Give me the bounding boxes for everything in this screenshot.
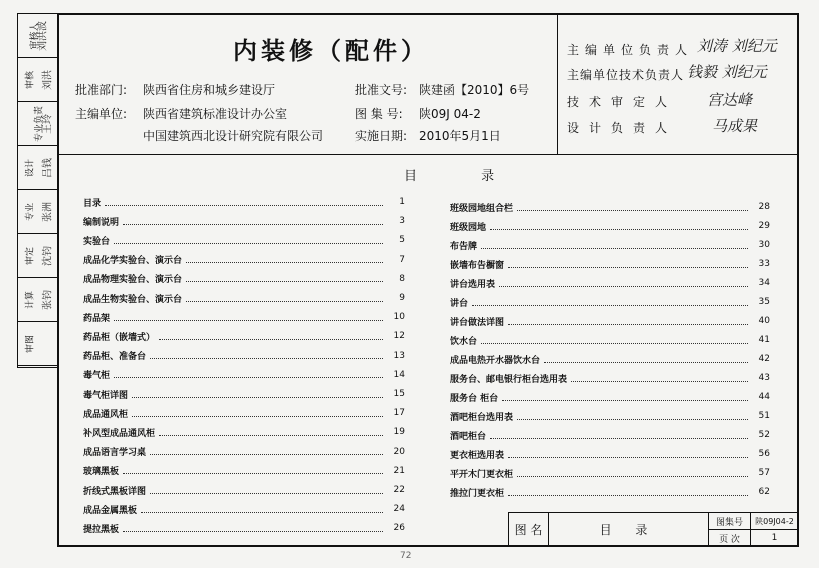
toc-item-page: 17 (393, 408, 405, 419)
toc-item-label: 讲台做法详图 (450, 317, 505, 328)
responsible-signature: 宫达峰 (707, 91, 753, 109)
toc-item[interactable] (83, 388, 405, 400)
strip-signature: 刘洪 (42, 69, 54, 90)
toc-item-page: 26 (393, 523, 405, 534)
toc-item-label: 推拉门更衣柜 (450, 488, 505, 499)
toc-item-page: 42 (758, 354, 770, 364)
toc-item[interactable] (450, 391, 770, 403)
toc-item-page: 40 (758, 316, 770, 326)
toc-leader-dots (517, 210, 748, 211)
chief-unit-2: 中国建筑西北设计研究院有限公司 (143, 129, 324, 143)
toc-item-label: 成品语言学习桌 (83, 448, 147, 459)
tb-page: 1 (771, 533, 778, 543)
toc-item[interactable] (83, 330, 405, 342)
strip-signature: 沈钧 (42, 245, 54, 266)
toc-item-page: 52 (758, 430, 770, 440)
toc-leader-dots (132, 416, 383, 417)
responsible-signature: 刘涛 刘纪元 (697, 37, 777, 55)
toc-leader-dots (481, 343, 748, 344)
toc-item[interactable] (83, 465, 405, 477)
tb-name-label: 图 名 (509, 513, 549, 546)
atlas-no: 陕09J 04-2 (419, 107, 481, 121)
strip-row (18, 234, 58, 278)
toc-item-page: 10 (393, 312, 405, 323)
toc-item-page: 5 (399, 235, 405, 246)
strip-row (18, 146, 58, 190)
strip-row (18, 102, 58, 146)
toc-item-label: 讲台选用表 (450, 279, 496, 290)
toc-item-page: 19 (393, 427, 405, 438)
toc-leader-dots (571, 381, 748, 382)
toc-item-page: 29 (758, 221, 770, 231)
impl-date: 2010年5月1日 (419, 129, 501, 143)
toc-item-page: 8 (399, 273, 405, 284)
chief-unit-label: 主编单位: (75, 107, 128, 121)
toc-item[interactable] (83, 234, 405, 246)
toc-item-label: 成品金属黑板 (83, 505, 138, 516)
toc-item[interactable] (83, 446, 405, 458)
toc-item[interactable] (450, 372, 770, 384)
toc-item[interactable] (450, 239, 770, 251)
toc-item-label: 成品电热开水器饮水台 (450, 355, 541, 366)
toc-item[interactable] (83, 215, 405, 227)
tb-atlas-no: 陕09J04-2 (751, 513, 798, 530)
toc-item-page: 7 (399, 254, 405, 265)
toc-leader-dots (123, 531, 383, 532)
toc-leader-dots (544, 362, 748, 363)
toc-item-page: 14 (393, 369, 405, 380)
toc-item[interactable] (450, 201, 770, 213)
toc-leader-dots (123, 224, 383, 225)
toc-item-label: 提拉黑板 (83, 524, 120, 535)
toc-item-page: 35 (758, 297, 770, 307)
toc-leader-dots (105, 205, 383, 206)
strip-label: 专业 (25, 202, 36, 221)
toc-item-label: 班级园地组合栏 (450, 203, 514, 214)
toc-leader-dots (186, 262, 383, 263)
toc-leader-dots (141, 512, 383, 513)
toc-item-label: 酒吧柜台 (450, 431, 487, 442)
strip-label: 审核 (25, 70, 36, 89)
strip-label: 设计 (25, 158, 36, 177)
toc-title: 目 录 (404, 169, 525, 184)
toc-item[interactable] (83, 484, 405, 496)
toc-item[interactable] (450, 410, 770, 422)
responsible-signature: 钱毅 刘纪元 (687, 63, 767, 81)
toc-leader-dots (186, 281, 383, 282)
toc-leader-dots (114, 243, 383, 244)
toc-item-label: 药品柜（嵌墙式） (83, 332, 156, 343)
toc-item-page: 41 (758, 335, 770, 345)
approval-doc: 陕建函【2010】6号 (419, 83, 530, 97)
toc-leader-dots (481, 248, 748, 249)
toc-leader-dots (517, 419, 748, 420)
responsible-role: 技术审定人 (567, 95, 678, 109)
toc-leader-dots (132, 397, 383, 398)
strip-label: 专业负责 (34, 105, 45, 142)
bottom-mark: 72 (400, 551, 412, 561)
toc-item-page: 62 (758, 487, 770, 497)
toc-item[interactable] (450, 486, 770, 498)
strip-signature: 刘洪波 (37, 20, 49, 51)
strip-signature: 王玲 (42, 113, 54, 134)
toc-item-page: 21 (393, 465, 405, 476)
toc-item[interactable] (83, 254, 405, 266)
strip-label: 审图 (25, 334, 36, 353)
toc-item-page: 57 (758, 468, 770, 478)
toc-leader-dots (150, 358, 383, 359)
strip-signature: 吕钱 (42, 157, 54, 178)
strip-row (18, 322, 58, 366)
page-title: 内装修（配件） (233, 37, 429, 65)
toc-item[interactable] (450, 429, 770, 441)
toc-item[interactable] (83, 426, 405, 438)
toc-item-page: 56 (758, 449, 770, 459)
toc-item[interactable] (83, 369, 405, 381)
toc-item-label: 编制说明 (83, 217, 120, 228)
toc-leader-dots (517, 476, 748, 477)
toc-item[interactable] (83, 503, 405, 515)
toc-leader-dots (159, 339, 383, 340)
toc-item[interactable] (450, 296, 770, 308)
toc-item-page: 43 (758, 373, 770, 383)
toc-item-label: 讲台 (450, 298, 469, 309)
tb-atlas-label: 图集号 (709, 513, 751, 530)
toc-item-label: 实验台 (83, 236, 111, 247)
toc-leader-dots (499, 286, 748, 287)
toc-item-label: 目录 (83, 198, 102, 209)
toc-leader-dots (159, 435, 383, 436)
strip-label: 审定 (25, 246, 36, 265)
toc-item[interactable] (450, 277, 770, 289)
chief-unit-1: 陕西省建筑标准设计办公室 (143, 107, 288, 121)
toc-item[interactable] (450, 448, 770, 460)
toc-item-label: 布告牌 (450, 241, 478, 252)
strip-row (18, 278, 58, 322)
responsible-role: 主编单位技术负责人 (567, 68, 685, 82)
toc-item-label: 平开木门更衣柜 (450, 469, 514, 480)
toc-leader-dots (508, 267, 748, 268)
approval-dept: 陕西省住房和城乡建设厅 (143, 83, 276, 97)
strip-signature: 张钧 (42, 289, 54, 310)
strip-signature: 张洲 (42, 201, 54, 222)
toc-item[interactable] (83, 273, 405, 285)
toc-item-label: 服务台、邮电银行柜台选用表 (450, 374, 568, 385)
toc-item[interactable] (450, 467, 770, 479)
toc-item-page: 34 (758, 278, 770, 288)
tb-page-label: 页 次 (709, 530, 751, 546)
toc-item-label: 毒气柜详图 (83, 390, 129, 401)
toc-item-label: 成品化学实验台、演示台 (83, 256, 183, 267)
toc-item-label: 补风型成品通风柜 (83, 428, 156, 439)
toc-item-page: 44 (758, 392, 770, 402)
tb-name: 目 录 (549, 513, 709, 546)
header (57, 13, 799, 155)
responsible-signature: 马成果 (712, 117, 758, 135)
toc-item[interactable] (450, 315, 770, 327)
toc-leader-dots (150, 493, 383, 494)
approval-doc-label: 批准文号: (355, 83, 408, 97)
toc-item-page: 24 (393, 504, 405, 515)
toc-item-page: 33 (758, 259, 770, 269)
toc-leader-dots (114, 377, 383, 378)
toc-item-label: 成品通风柜 (83, 409, 129, 420)
toc-item[interactable] (83, 350, 405, 362)
toc-item-label: 班级园地 (450, 222, 487, 233)
toc-item[interactable] (83, 311, 405, 323)
approval-dept-label: 批准部门: (75, 83, 128, 97)
toc-item-page: 20 (393, 446, 405, 457)
toc-item[interactable] (83, 407, 405, 419)
toc-leader-dots (150, 454, 383, 455)
toc-leader-dots (186, 301, 383, 302)
responsible-role: 主编单位负责人 (567, 43, 694, 57)
toc-leader-dots (123, 473, 383, 474)
toc-item[interactable] (450, 334, 770, 346)
toc-item-page: 9 (399, 293, 405, 303)
toc-item[interactable] (83, 292, 405, 304)
toc-item-label: 药品柜、准备台 (83, 352, 147, 363)
atlas-no-label: 图 集 号: (355, 107, 403, 121)
toc-leader-dots (508, 457, 748, 458)
toc-item[interactable] (83, 196, 405, 208)
strip-row (18, 190, 58, 234)
toc-leader-dots (508, 324, 748, 325)
toc-item-label: 成品生物实验台、演示台 (83, 294, 183, 305)
toc-item-label: 药品架 (83, 313, 111, 324)
toc-item-label: 折线式黑板详图 (83, 486, 147, 497)
toc-item-page: 12 (393, 331, 405, 342)
toc-leader-dots (490, 229, 748, 230)
toc-leader-dots (508, 495, 748, 496)
toc-item-label: 嵌墙布告橱窗 (450, 260, 505, 271)
strip-label: 审核人 (30, 21, 41, 50)
approval-signature-strip (17, 13, 59, 368)
toc-item[interactable] (450, 220, 770, 232)
toc-leader-dots (472, 305, 748, 306)
toc-leader-dots (490, 438, 748, 439)
header-divider (557, 13, 558, 155)
toc-item[interactable] (450, 258, 770, 270)
toc-leader-dots (502, 400, 748, 401)
responsible-role: 设计负责人 (567, 121, 678, 135)
strip-row (18, 58, 58, 102)
toc-item-label: 更衣柜选用表 (450, 450, 505, 461)
toc-item-label: 服务台 柜台 (450, 393, 499, 404)
toc-item[interactable] (83, 522, 405, 534)
toc-item-page: 15 (393, 389, 405, 399)
toc-item-page: 22 (393, 485, 405, 495)
toc-item-label: 成品物理实验台、演示台 (83, 275, 183, 286)
strip-label: 计算 (25, 290, 36, 309)
toc-item-page: 51 (758, 411, 770, 421)
toc-item-label: 毒气柜 (83, 371, 111, 382)
toc-item-page: 28 (758, 202, 770, 212)
toc-item-page: 1 (399, 197, 405, 207)
title-block (508, 512, 799, 547)
toc-item-label: 饮水台 (450, 336, 478, 347)
toc-item-label: 酒吧柜台选用表 (450, 412, 514, 423)
impl-date-label: 实施日期: (355, 129, 408, 143)
toc-leader-dots (114, 320, 383, 321)
toc-item-page: 13 (393, 350, 405, 361)
toc-item-page: 3 (399, 216, 405, 227)
toc-item-label: 玻璃黑板 (83, 467, 120, 478)
strip-row (18, 14, 58, 58)
toc-item-page: 30 (758, 240, 770, 250)
toc-item[interactable] (450, 353, 770, 365)
